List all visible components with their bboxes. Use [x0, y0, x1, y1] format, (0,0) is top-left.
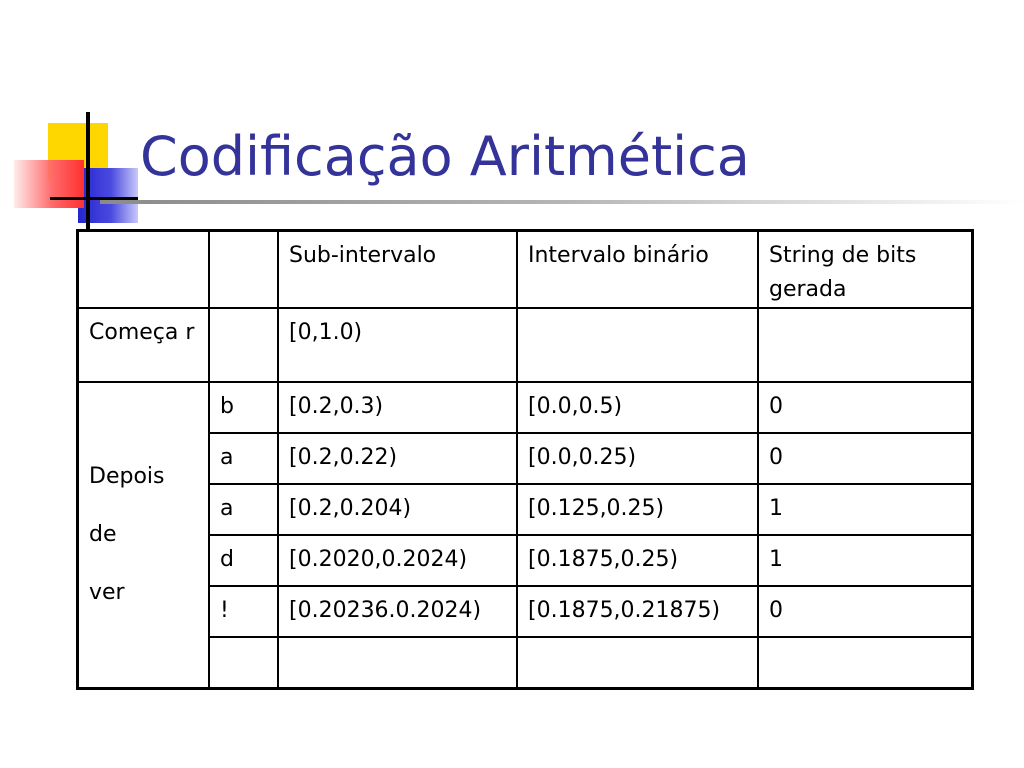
side-label-word: Depois — [89, 463, 165, 489]
symbol-cell: ! — [209, 586, 278, 637]
sub-interval-cell: [0.2,0.204) — [278, 484, 517, 535]
title-underline — [100, 200, 1024, 204]
symbol-cell: a — [209, 484, 278, 535]
symbol-cell: d — [209, 535, 278, 586]
start-label: Começa r — [78, 308, 210, 382]
sub-interval-cell: [0.20236.0.2024) — [278, 586, 517, 637]
side-label-word: ver — [89, 579, 125, 605]
binary-interval-cell — [517, 637, 758, 688]
table-row — [78, 382, 973, 433]
table-row — [78, 535, 973, 586]
table-row — [78, 433, 973, 484]
start-symbol — [209, 308, 278, 382]
bits-cell: 0 — [758, 382, 973, 433]
table-row — [78, 484, 973, 535]
header-binary-interval: Intervalo binário — [517, 231, 758, 309]
start-binary-interval — [517, 308, 758, 382]
table-header-row — [78, 231, 973, 309]
slide-title: Codificação Aritmética — [140, 125, 750, 188]
table-row-empty — [78, 637, 973, 688]
binary-interval-cell: [0.0,0.5) — [517, 382, 758, 433]
table-row — [78, 586, 973, 637]
bits-cell: 1 — [758, 535, 973, 586]
header-bit-string: String de bits gerada — [758, 231, 973, 309]
start-sub-interval: [0,1.0) — [278, 308, 517, 382]
binary-interval-cell: [0.1875,0.21875) — [517, 586, 758, 637]
sub-interval-cell: [0.2020,0.2024) — [278, 535, 517, 586]
table-row-start — [78, 308, 973, 382]
bits-cell: 0 — [758, 433, 973, 484]
decor-vertical-line — [86, 112, 90, 230]
bits-cell — [758, 637, 973, 688]
binary-interval-cell: [0.1875,0.25) — [517, 535, 758, 586]
binary-interval-cell: [0.0,0.25) — [517, 433, 758, 484]
header-cell — [209, 231, 278, 309]
start-bits — [758, 308, 973, 382]
binary-interval-cell: [0.125,0.25) — [517, 484, 758, 535]
sub-interval-cell: [0.2,0.22) — [278, 433, 517, 484]
header-sub-interval: Sub-intervalo — [278, 231, 517, 309]
symbol-cell — [209, 637, 278, 688]
side-label-word: de — [89, 521, 117, 547]
encoding-table — [76, 229, 974, 690]
decor-red-square — [14, 160, 84, 208]
symbol-cell: a — [209, 433, 278, 484]
symbol-cell: b — [209, 382, 278, 433]
side-label — [78, 382, 210, 688]
bits-cell: 1 — [758, 484, 973, 535]
sub-interval-cell — [278, 637, 517, 688]
header-cell — [78, 231, 210, 309]
sub-interval-cell: [0.2,0.3) — [278, 382, 517, 433]
bits-cell: 0 — [758, 586, 973, 637]
